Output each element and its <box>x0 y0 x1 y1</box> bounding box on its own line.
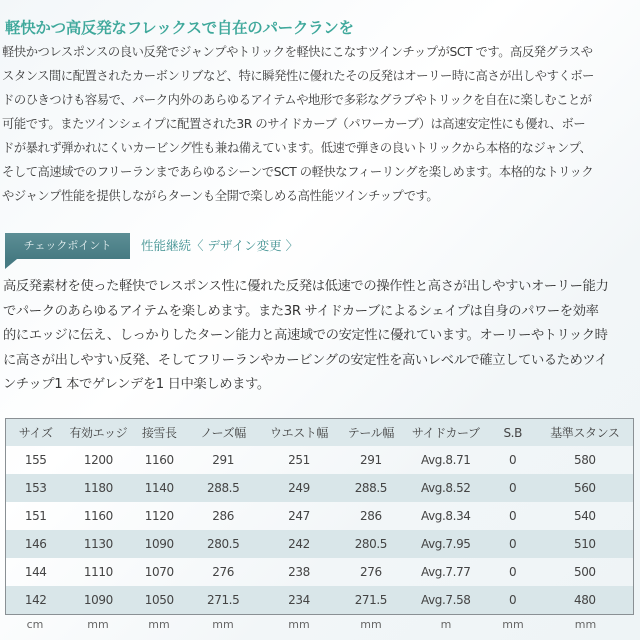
table-cell: 1200 <box>83 453 113 467</box>
intro-line: 可能です。またツインシェイプに配置された3R のサイドカーブ（パワーカーブ）は高速安定性にも優れ、ボー <box>2 117 586 131</box>
table-cell: 247 <box>288 509 310 523</box>
checkpoint-line: 的にエッジに伝え、しっかりしたターン能力と高速域での安定性に優れています。オーリーやトリック時 <box>3 328 608 344</box>
table-cell: Avg.8.52 <box>403 474 489 502</box>
column-header: 接雪長 <box>131 419 187 447</box>
units-row <box>5 618 634 631</box>
column-header: S.B <box>489 419 537 447</box>
unit-label: mm <box>288 618 310 631</box>
table-cell: 1110 <box>83 565 113 579</box>
checkpoint-line: ンチップ1 本でゲレンデを1 日中楽しめます。 <box>3 377 270 393</box>
table-cell: 0 <box>489 474 537 502</box>
table-cell: 234 <box>259 586 339 615</box>
table-cell: 1090 <box>131 530 187 558</box>
table-cell: 291 <box>212 453 234 467</box>
table-cell: 286 <box>212 509 234 523</box>
table-cell: 0 <box>509 453 517 467</box>
table-cell: 1090 <box>65 586 131 615</box>
section-title: 軽快かつ高反発なフレックスで自在のパークランを <box>5 19 354 37</box>
table-cell: 276 <box>360 565 382 579</box>
table-cell: 1130 <box>65 530 131 558</box>
table-cell: 153 <box>6 474 66 502</box>
table-row <box>6 502 634 530</box>
unit-label: mm <box>502 618 524 631</box>
table-cell: 580 <box>573 453 596 467</box>
table-cell: 1120 <box>144 509 174 523</box>
table-cell: 151 <box>24 509 47 523</box>
checkpoint-tag: チェックポイント <box>5 233 130 259</box>
spec-table <box>5 418 634 615</box>
table-cell: Avg.7.58 <box>403 586 489 615</box>
column-header: テール幅 <box>339 419 403 447</box>
checkpoint-tag-tail <box>5 259 17 269</box>
table-cell: 510 <box>537 530 634 558</box>
table-cell: 540 <box>573 509 596 523</box>
table-cell: 280.5 <box>187 530 259 558</box>
table-cell: 280.5 <box>339 530 403 558</box>
table-cell: 288.5 <box>339 474 403 502</box>
table-row <box>6 558 634 586</box>
checkpoint-paragraph <box>3 275 640 398</box>
table-cell: 288.5 <box>187 474 259 502</box>
checkpoint-heading: 性能継続〈 デザイン変更 〉 <box>141 238 299 253</box>
unit-label: mm <box>148 618 170 631</box>
column-header: サイズ <box>6 419 66 447</box>
table-cell: 242 <box>259 530 339 558</box>
table-cell: Avg.8.34 <box>420 509 471 523</box>
intro-line: スタンス間に配置されたカーボンリブなど、特に瞬発性に優れたその反発はオーリー時に高さが出しやすくボー <box>2 69 594 83</box>
intro-line: ドのひきつけも容易で、パーク内外のあらゆるアイテムや地形で多彩なグラブやトリックを自在に楽しむことが <box>2 93 592 107</box>
table-cell: 142 <box>6 586 66 615</box>
table-cell: 0 <box>509 565 517 579</box>
table-cell: 251 <box>288 453 310 467</box>
unit-label: mm <box>574 618 597 631</box>
table-row <box>6 586 634 615</box>
table-cell: 1160 <box>144 453 174 467</box>
table-row <box>6 446 634 474</box>
table-cell: 286 <box>360 509 382 523</box>
intro-line: ドが暴れず弾かれにくいカービング性も兼ね備えています。低速で弾きの良いトリックから本格的なジャンプ、 <box>2 141 592 155</box>
table-cell: 276 <box>212 565 234 579</box>
checkpoint-line: に高さが出しやすい反発、そしてフリーランやカービングの安定性を高いレベルで確立しているためツイ <box>3 352 608 368</box>
column-header: 基準スタンス <box>537 419 634 447</box>
table-cell: 1070 <box>144 565 174 579</box>
spec-table-header <box>6 419 634 447</box>
table-cell: 144 <box>24 565 47 579</box>
column-header: ウエスト幅 <box>259 419 339 447</box>
intro-line: やジャンプ性能を提供しながらターンも全開で楽しめる高性能ツインチップです。 <box>2 189 439 203</box>
table-row <box>6 530 634 558</box>
table-cell: 0 <box>489 586 537 615</box>
table-cell: 1050 <box>131 586 187 615</box>
column-header: ノーズ幅 <box>187 419 259 447</box>
table-cell: Avg.7.95 <box>403 530 489 558</box>
table-row <box>6 474 634 502</box>
checkpoint-line: でパークのあらゆるアイテムを楽しめます。また3R サイドカーブによるシェイプは自身のパワーを効率 <box>3 303 599 319</box>
table-cell: 249 <box>259 474 339 502</box>
table-cell: 0 <box>509 509 517 523</box>
table-cell: Avg.7.77 <box>420 565 471 579</box>
table-cell: 500 <box>573 565 596 579</box>
table-cell: 146 <box>6 530 66 558</box>
checkpoint-line: 高反発素材を使った軽快でレスポンス性に優れた反発は低速での操作性と高さが出しやすいオーリー能力 <box>3 279 609 294</box>
column-header: サイドカーブ <box>403 419 489 447</box>
unit-label: mm <box>87 618 109 631</box>
unit-label: mm <box>360 618 382 631</box>
unit-label: cm <box>26 618 44 631</box>
table-cell: 1160 <box>83 509 113 523</box>
intro-line: 軽快かつレスポンスの良い反発でジャンプやトリックを軽快にこなすツインチップがSCT です。高反発グラスや <box>2 45 593 59</box>
table-cell: 291 <box>360 453 382 467</box>
unit-label: m <box>440 618 452 631</box>
table-cell: 271.5 <box>339 586 403 615</box>
table-cell: 1180 <box>65 474 131 502</box>
table-cell: 0 <box>489 530 537 558</box>
table-cell: 271.5 <box>187 586 259 615</box>
table-cell: Avg.8.71 <box>420 453 471 467</box>
intro-paragraph <box>2 40 640 208</box>
table-cell: 1140 <box>131 474 187 502</box>
table-cell: 560 <box>537 474 634 502</box>
intro-line: そして高速域でのフリーランまであらゆるシーンでSCT の軽快なフィーリングを楽しめます。本格的なトリック <box>2 165 594 179</box>
column-header: 有効エッジ <box>65 419 131 447</box>
table-cell: 238 <box>288 565 310 579</box>
table-cell: 480 <box>537 586 634 615</box>
table-cell: 155 <box>24 453 47 467</box>
unit-label: mm <box>212 618 234 631</box>
